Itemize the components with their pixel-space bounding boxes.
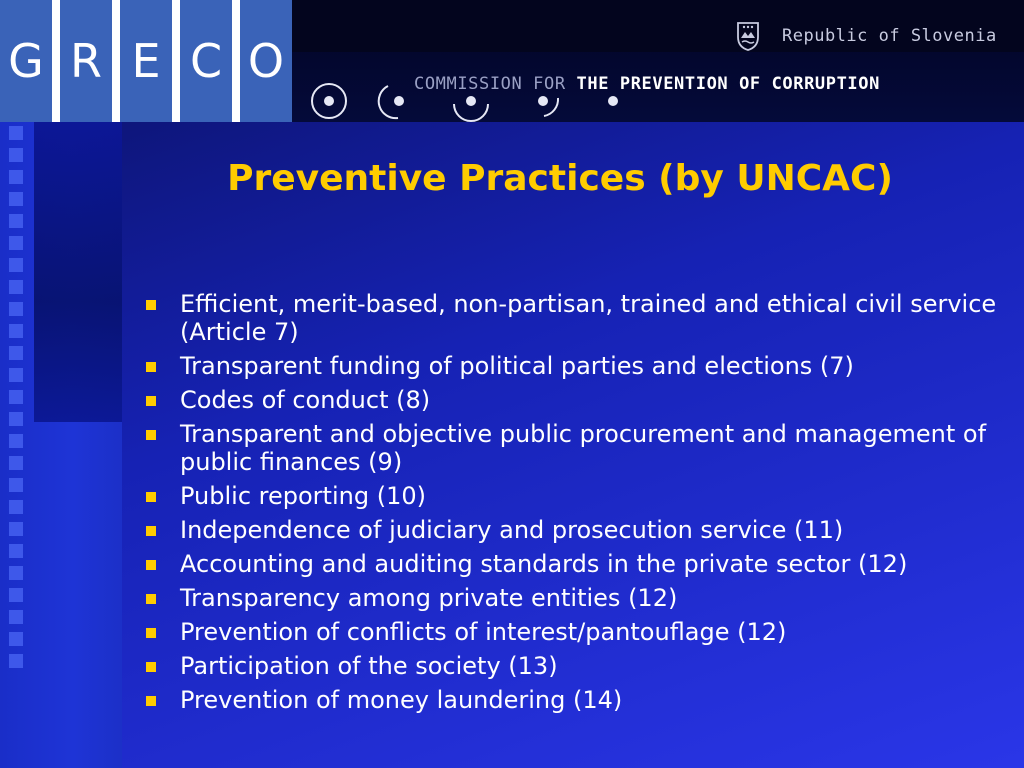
bullet-marker [146, 594, 156, 604]
logo-divider [112, 0, 120, 122]
list-item-text: Transparency among private entities (12) [180, 584, 678, 612]
logo-letter: R [70, 34, 102, 88]
list-item-text: Transparent and objective public procurement and management of public finances (9) [180, 420, 987, 476]
decorative-square [9, 368, 23, 382]
list-item [140, 516, 1000, 544]
decorative-square [9, 280, 23, 294]
decorative-circles-icon [300, 78, 630, 124]
decorative-square [9, 170, 23, 184]
list-item-text: Public reporting (10) [180, 482, 426, 510]
logo-letter: C [189, 34, 223, 88]
list-item-text: Efficient, merit-based, non-partisan, trained and ethical civil service (Article 7) [180, 290, 997, 346]
republic-of-slovenia-label: Republic of Slovenia [782, 26, 997, 46]
list-item-text: Accounting and auditing standards in the private sector (12) [180, 550, 908, 578]
decorative-square [9, 566, 23, 580]
decorative-square [9, 610, 23, 624]
decorative-square [9, 588, 23, 602]
decorative-square [9, 632, 23, 646]
bullet-marker [146, 300, 156, 310]
decorative-square [9, 126, 23, 140]
logo-letter: E [131, 34, 161, 88]
logo-divider [52, 0, 60, 122]
decorative-square [9, 346, 23, 360]
decorative-square [9, 258, 23, 272]
decorative-square [9, 522, 23, 536]
list-item [140, 584, 1000, 612]
coat-of-arms-icon [736, 21, 760, 51]
commission-prefix: COMMISSION FOR [414, 74, 566, 94]
decorative-square [9, 192, 23, 206]
bullet-marker [146, 696, 156, 706]
decorative-square [9, 544, 23, 558]
logo-letter: G [8, 34, 44, 88]
decorative-square [9, 324, 23, 338]
list-item [140, 420, 1000, 476]
decorative-square [9, 412, 23, 426]
left-dark-panel [34, 122, 122, 422]
list-item-text: Transparent funding of political parties and elections (7) [180, 352, 854, 380]
list-item [140, 686, 1000, 714]
commission-main: THE PREVENTION OF CORRUPTION [576, 74, 880, 94]
list-item [140, 386, 1000, 414]
bullet-marker [146, 560, 156, 570]
list-item-text: Participation of the society (13) [180, 652, 558, 680]
logo-letter: O [247, 34, 285, 88]
list-item-text: Independence of judiciary and prosecution service (11) [180, 516, 844, 544]
list-item-text: Prevention of conflicts of interest/pantouflage (12) [180, 618, 787, 646]
decorative-square [9, 654, 23, 668]
logo-divider [172, 0, 180, 122]
decorative-square [9, 148, 23, 162]
list-item [140, 550, 1000, 578]
list-item [140, 352, 1000, 380]
decorative-square [9, 456, 23, 470]
bullet-marker [146, 362, 156, 372]
bullet-list [140, 290, 1000, 720]
decorative-square [9, 500, 23, 514]
logo-divider [232, 0, 240, 122]
decorative-square [9, 236, 23, 250]
bullet-marker [146, 396, 156, 406]
decorative-square [9, 434, 23, 448]
decorative-square [9, 390, 23, 404]
list-item [140, 482, 1000, 510]
decorative-square [9, 214, 23, 228]
list-item [140, 290, 1000, 346]
slide-title: Preventive Practices (by UNCAC) [227, 158, 893, 199]
list-item-text: Codes of conduct (8) [180, 386, 431, 414]
greco-logo [0, 0, 292, 122]
bullet-marker [146, 492, 156, 502]
decorative-square [9, 478, 23, 492]
bullet-marker [146, 430, 156, 440]
list-item [140, 618, 1000, 646]
bullet-marker [146, 628, 156, 638]
list-item [140, 652, 1000, 680]
decorative-square [9, 302, 23, 316]
bullet-marker [146, 662, 156, 672]
list-item-text: Prevention of money laundering (14) [180, 686, 623, 714]
bullet-marker [146, 526, 156, 536]
